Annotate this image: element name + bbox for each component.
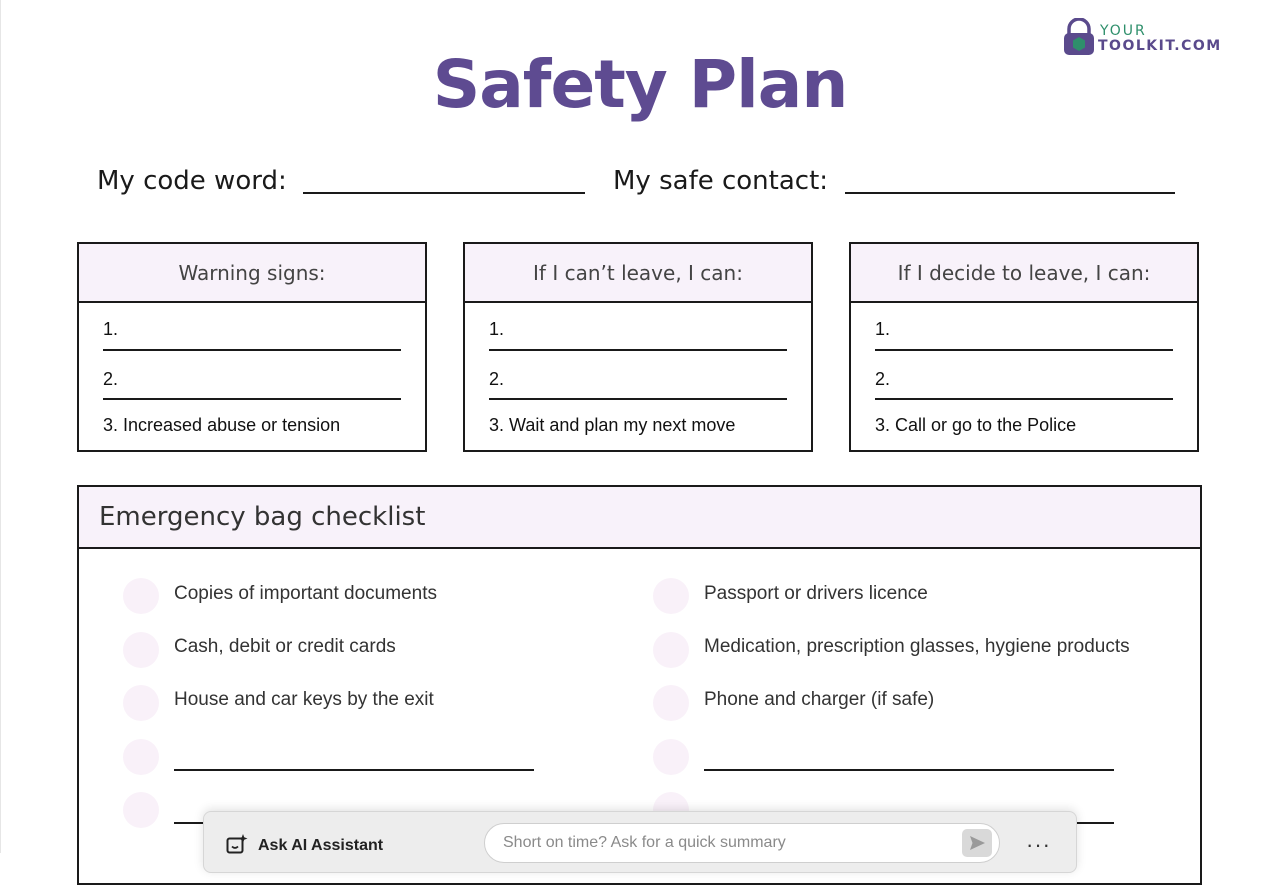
answer-line[interactable]	[875, 398, 1173, 400]
more-options-icon[interactable]: ···	[1026, 832, 1051, 857]
checkbox[interactable]	[653, 739, 689, 775]
safe-contact-line[interactable]	[845, 192, 1175, 194]
cant-leave-box	[463, 242, 813, 452]
box-item: 1.	[103, 319, 119, 339]
answer-line[interactable]	[875, 349, 1173, 351]
box-item: 2.	[489, 369, 505, 389]
checkbox[interactable]	[123, 739, 159, 775]
box-item: 1.	[875, 319, 891, 339]
box-item: 1.	[489, 319, 505, 339]
ask-ai-assistant-button[interactable]: Ask AI Assistant	[258, 837, 384, 854]
box-item: 3. Wait and plan my next move	[489, 415, 736, 435]
checklist-item: Passport or drivers licence	[704, 583, 928, 604]
checkbox[interactable]	[123, 685, 159, 721]
checkbox[interactable]	[653, 632, 689, 668]
checklist-item: House and car keys by the exit	[174, 689, 434, 710]
safe-contact-label: My safe contact:	[613, 166, 829, 196]
checkbox[interactable]	[123, 632, 159, 668]
document-page-edge	[0, 0, 1, 853]
checkbox[interactable]	[123, 578, 159, 614]
answer-line[interactable]	[489, 398, 787, 400]
code-word-line[interactable]	[303, 192, 585, 194]
answer-line[interactable]	[103, 349, 401, 351]
answer-line[interactable]	[103, 398, 401, 400]
blank-item-line[interactable]	[704, 769, 1114, 771]
box-item: 2.	[875, 369, 891, 389]
box-item: 3. Call or go to the Police	[875, 415, 1077, 435]
checkbox[interactable]	[653, 685, 689, 721]
ai-question-input[interactable]	[484, 823, 1000, 863]
checklist-item: Cash, debit or credit cards	[174, 636, 396, 657]
code-word-label: My code word:	[97, 166, 287, 196]
answer-line[interactable]	[489, 349, 787, 351]
box-item: 2.	[103, 369, 119, 389]
checklist-item: Copies of important documents	[174, 583, 437, 604]
checklist-item: Medication, prescription glasses, hygiene products	[704, 636, 1130, 657]
blank-item-line[interactable]	[174, 769, 534, 771]
box-heading: If I can’t leave, I can:	[465, 244, 811, 303]
box-heading: Warning signs:	[79, 244, 425, 303]
warning-signs-box	[77, 242, 427, 452]
logo-text-your: YOUR	[1100, 23, 1147, 39]
ai-assistant-bar	[203, 811, 1077, 873]
checklist-heading: Emergency bag checklist	[79, 487, 1200, 549]
logo-text-toolkit: TOOLKIT.COM	[1098, 38, 1222, 54]
box-item: 3. Increased abuse or tension	[103, 415, 341, 435]
checkbox[interactable]	[653, 578, 689, 614]
checkbox[interactable]	[123, 792, 159, 828]
checklist-item: Phone and charger (if safe)	[704, 689, 935, 710]
decide-to-leave-box	[849, 242, 1199, 452]
box-heading: If I decide to leave, I can:	[851, 244, 1197, 303]
page-title: Safety Plan	[432, 46, 848, 123]
